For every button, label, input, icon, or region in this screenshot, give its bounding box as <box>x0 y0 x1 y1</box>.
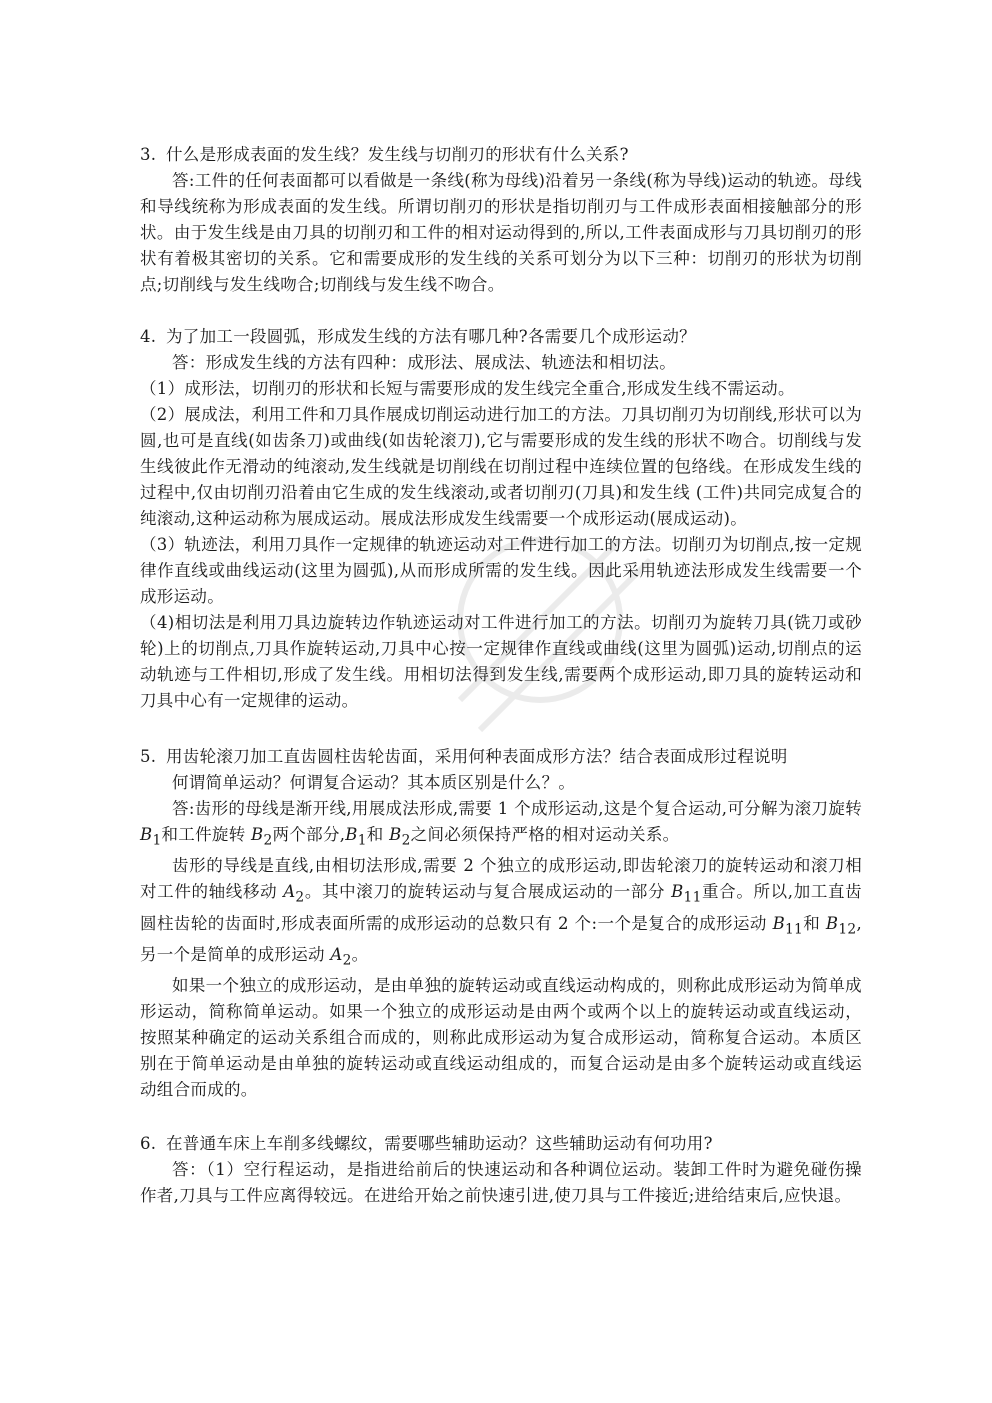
symbol-a: A <box>330 944 343 964</box>
symbol-b: B <box>389 825 402 844</box>
question-6 <box>140 1131 862 1209</box>
answer-text: 答:齿形的母线是渐开线,用展成法形成,需要 1 个成形运动,这是个复合运动,可分解为滚刀旋转 <box>172 799 862 818</box>
question-5-title <box>140 744 862 770</box>
method-trajectory: （3）轨迹法，利用刀具作一定规律的轨迹运动对工件进行加工的方法。切削刃为切削点,按一定规律作直线或曲线运动(这里为圆弧),从而形成所需的发生线。因此采用轨迹法形成发生线需要一个成形运动。 <box>140 535 862 606</box>
symbol-b: B <box>251 825 264 844</box>
question-number: 6. <box>140 1134 157 1154</box>
method-generating: （2）展成法，利用工件和刀具作展成切削运动进行加工的方法。刀具切削刃为切削线,形状可以为圆,也可是直线(如齿条刀)或曲线(如齿轮滚刀),它与需要形成的发生线的形状不吻合。切削线与发生线彼此作无滑动的纯滚动,发生线就是切削线在切削过程中连续位置的包络线。在形成发生线的过程中,仅由切削刃沿着由它生成的发生线滚动,或者切削刃(刀具)和发生线 (工件)共同完成复合的纯滚动,这种运动称为展成运动。展成法形成发生线需要一个成形运动(展成运动)。 <box>140 405 862 528</box>
spacer <box>140 714 862 744</box>
subscript: 12 <box>838 920 857 937</box>
answer-text: ,另一个是简单的成形运动 <box>140 913 862 964</box>
subscript: 1 <box>152 832 162 849</box>
question-number: 4. <box>140 327 157 346</box>
document-page <box>140 142 862 1209</box>
spacer <box>140 1103 862 1131</box>
question-text: 什么是形成表面的发生线？发生线与切削刃的形状有什么关系? <box>166 145 629 164</box>
question-5-answer-p1 <box>140 796 862 853</box>
answer-text: 和工件旋转 <box>161 825 252 844</box>
answer-text: 和 <box>803 913 826 933</box>
question-4-answer: 答：形成发生线的方法有四种：成形法、展成法、轨迹法和相切法。 <box>172 353 676 372</box>
symbol-b: B <box>140 825 153 844</box>
answer-text: 和 <box>366 825 390 844</box>
question-5-answer-p3: 如果一个独立的成形运动，是由单独的旋转运动或直线运动构成的，则称此成形运动为简单成形运动，简称简单运动。如果一个独立的成形运动是由两个或两个以上的旋转运动或直线运动，按照某种确定的运动关系组合而成的，则称此成形运动为复合成形运动，简称复合运动。本质区别在于简单运动是由单独的旋转运动或直线运动组成的，而复合运动是由多个旋转运动或直线运动组合而成的。 <box>140 976 862 1100</box>
subscript: 1 <box>357 832 367 849</box>
question-5-answer-p2 <box>140 853 862 973</box>
question-text: 在普通车床上车削多线螺纹，需要哪些辅助运动？这些辅助运动有何功用? <box>166 1134 713 1154</box>
symbol-b: B <box>825 913 839 933</box>
subscript: 2 <box>295 889 305 906</box>
subscript: 2 <box>342 952 352 969</box>
answer-text: 之间必须保持严格的相对运动关系。 <box>410 825 680 844</box>
symbol-a: A <box>283 882 296 902</box>
question-6-answer: 答：（1）空行程运动，是指进给前后的快速运动和各种调位运动。装卸工件时为避免碰伤操作者,刀具与工件应离得较远。在进给开始之前快速引进,使刀具与工件接近;进给结束后,应快退。 <box>140 1160 862 1206</box>
answer-text: 重合。所以,加工直齿圆柱齿轮的齿面时,形成表面所需的成形运动的总数只有 2 个:一个是复合的成形运动 <box>140 882 862 933</box>
question-5 <box>140 744 862 1103</box>
spacer <box>140 298 862 324</box>
question-3 <box>140 142 862 298</box>
subscript: 11 <box>683 889 702 906</box>
question-4-title <box>140 324 862 350</box>
answer-text: 。其中滚刀的旋转运动与复合展成运动的一部分 <box>304 882 672 902</box>
method-tangent: （4)相切法是利用刀具边旋转边作轨迹运动对工件进行加工的方法。切削刃为旋转刀具(铣刀或砂轮)上的切削点,刀具作旋转运动,刀具中心按一定规律作直线或曲线(这里为圆弧)运动,切削点的运动轨迹与工件相切,形成了发生线。用相切法得到发生线,需要两个成形运动,即刀具的旋转运动和刀具中心有一定规律的运动。 <box>140 613 862 710</box>
answer-text: 齿形的导线是直线,由相切法形成,需要 2 个独立的成形运动,即齿轮滚刀的旋转运动和滚刀相对工件的轴线移动 <box>140 856 862 902</box>
question-text-line-1: 用齿轮滚刀加工直齿圆柱齿轮齿面，采用何种表面成形方法？结合表面成形过程说明 <box>166 747 788 766</box>
question-number: 3. <box>140 145 157 164</box>
subscript: 2 <box>401 832 411 849</box>
question-text: 为了加工一段圆弧，形成发生线的方法有哪几种?各需要几个成形运动？ <box>166 327 696 346</box>
answer-text: 。 <box>351 944 369 964</box>
question-4 <box>140 324 862 714</box>
subscript: 2 <box>263 832 273 849</box>
subscript: 11 <box>785 920 804 937</box>
answer-text: 两个部分, <box>272 825 346 844</box>
question-5-title-line-2: 何谓简单运动？何谓复合运动？其本质区别是什么？。 <box>172 773 576 792</box>
symbol-b: B <box>671 882 684 902</box>
method-forming: （1）成形法，切削刃的形状和长短与需要形成的发生线完全重合,形成发生线不需运动。 <box>140 379 795 398</box>
question-6-title <box>140 1131 862 1157</box>
question-3-title <box>140 142 862 168</box>
question-3-answer: 答:工件的任何表面都可以看做是一条线(称为母线)沿着另一条线(称为导线)运动的轨迹。母线和导线统称为形成表面的发生线。所谓切削刃的形状是指切削刃与工件成形表面相接触部分的形状。由于发生线是由刀具的切削刃和工件的相对运动得到的,所以,工件表面成形与刀具切削刃的形状有着极其密切的关系。它和需要成形的发生线的关系可划分为以下三种：切削刃的形状为切削点;切削线与发生线吻合;切削线与发生线不吻合。 <box>140 171 862 294</box>
question-number: 5. <box>140 747 157 766</box>
symbol-b: B <box>772 913 785 933</box>
symbol-b: B <box>345 825 358 844</box>
